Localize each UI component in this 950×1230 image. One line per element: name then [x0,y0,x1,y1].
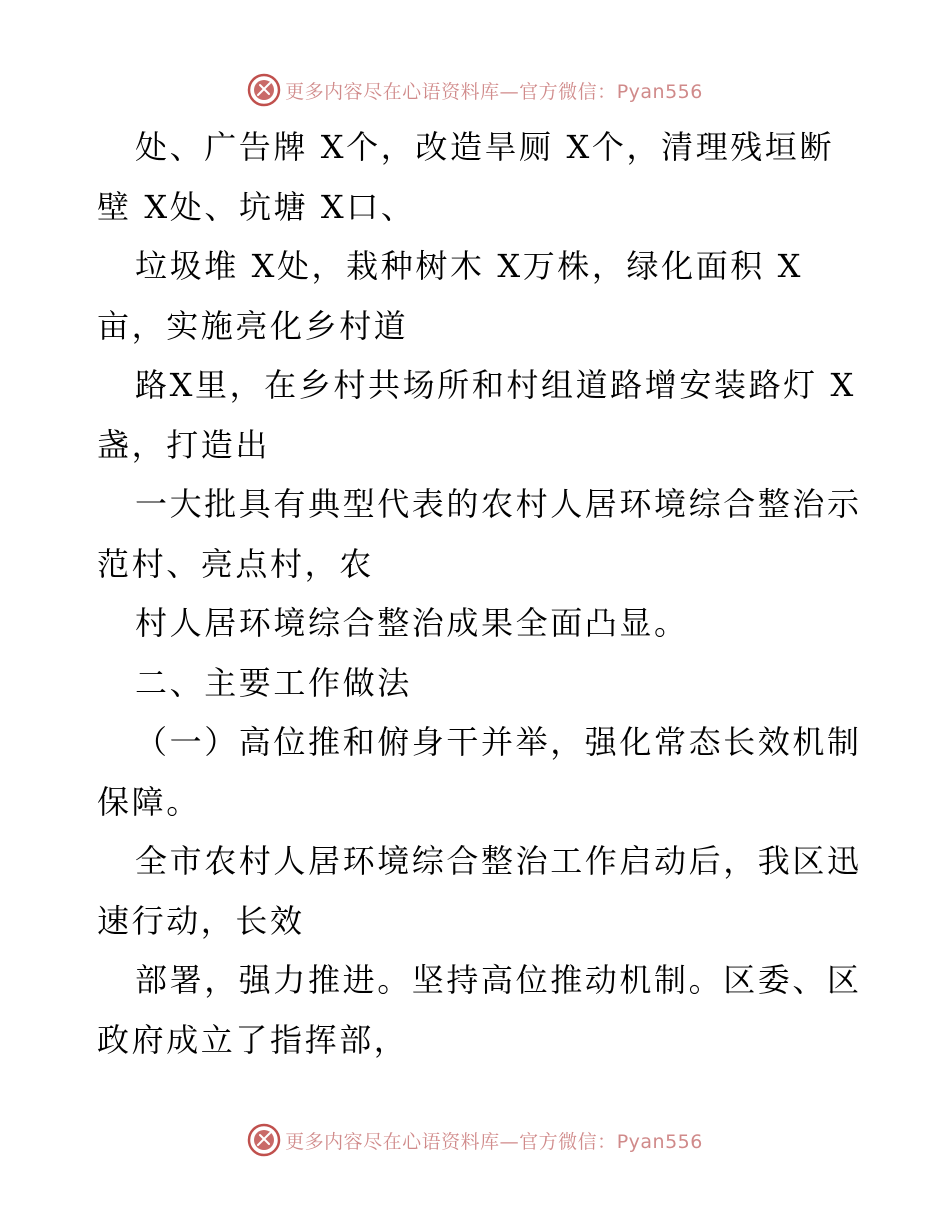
text-line: 村人居环境综合整治成果全面凸显。 [135,604,689,642]
text-line: 处、广告牌 X个，改造旱厕 X个，清理残垣断 [135,128,835,166]
text-line: 垃圾堆 X处，栽种树木 X万株，绿化面积 X [135,247,804,285]
text-line: 速行动，长效 [97,901,305,940]
text-line: 亩，实施亮化乡村道 [97,306,409,345]
watermark-text: 更多内容尽在心语资料库—官方微信：Pyan556 [285,80,703,103]
text-line: （一）高位推和俯身干并举，强化常态长效机制 [135,723,862,761]
text-line: 全市农村人居环境综合整治工作启动后，我区迅 [135,842,862,880]
header-watermark [0,70,950,110]
text-line: 二、主要工作做法 [135,663,412,702]
text-line: 路X里，在乡村共场所和村组道路增安装路灯 X [135,366,856,404]
text-line: 一大批具有典型代表的农村人居环境综合整治示 [135,485,862,523]
watermark-text: 更多内容尽在心语资料库—官方微信：Pyan556 [285,1130,703,1153]
text-line: 保障。 [97,782,201,821]
document-body [97,118,862,1070]
text-line: 政府成立了指挥部， [97,1020,409,1059]
text-line: 范村、亮点村，农 [97,544,374,583]
seal-logo-icon [247,1123,281,1157]
text-line: 部署，强力推进。坚持高位推动机制。区委、区 [135,961,862,999]
seal-logo-icon [247,73,281,107]
text-line: 壁 X处、坑塘 X口、 [97,187,416,226]
text-line: 盏，打造出 [97,425,271,464]
footer-watermark [0,1120,950,1160]
